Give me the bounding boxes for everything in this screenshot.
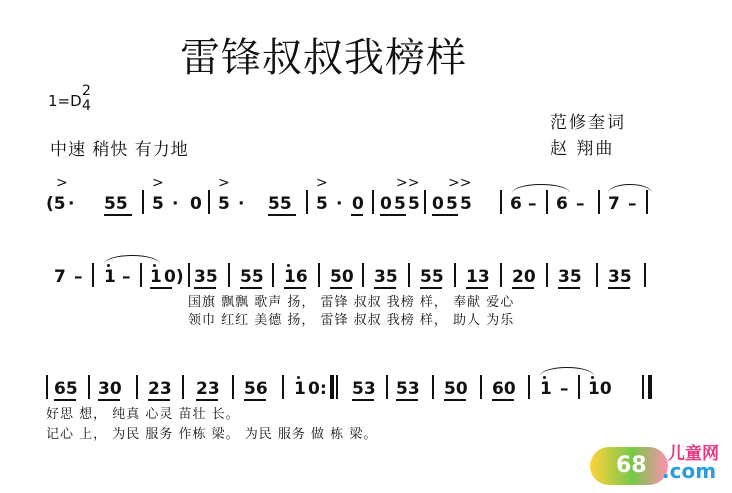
repeat-barline — [330, 375, 334, 399]
accent-mark: > — [56, 175, 68, 191]
tie — [104, 255, 160, 264]
barline — [454, 263, 456, 287]
underline — [104, 214, 132, 216]
underline — [396, 399, 418, 401]
note: 5 — [408, 194, 420, 214]
octave-dot — [297, 376, 300, 379]
note: 60 — [492, 379, 516, 399]
barline — [408, 263, 410, 287]
barline — [336, 375, 338, 399]
accent-mark: > — [152, 175, 164, 191]
barline — [232, 375, 234, 399]
note: 5 — [218, 194, 230, 214]
underline — [268, 214, 296, 216]
note: 35 — [374, 267, 398, 287]
dash: – — [528, 194, 537, 214]
accent-mark: > — [218, 175, 230, 191]
key-signature: 1=D — [48, 92, 82, 110]
barline — [596, 263, 598, 287]
barline — [578, 375, 580, 399]
note: 65 — [54, 379, 78, 399]
underline — [196, 399, 218, 401]
barline — [142, 190, 144, 214]
final-barline — [648, 375, 652, 399]
note: 5 — [460, 194, 472, 214]
barline — [528, 375, 530, 399]
barline — [282, 375, 284, 399]
lyrics-verse-2: 领巾 红红 美德 扬， 雷锋 叔叔 我榜 样， 助人 为乐 — [188, 313, 515, 328]
note: · — [238, 194, 245, 214]
note: 1 — [104, 267, 116, 287]
note: 0 — [432, 194, 444, 214]
barline — [182, 375, 184, 399]
dash: – — [576, 194, 585, 214]
underline — [444, 399, 466, 401]
octave-dot — [543, 376, 546, 379]
barline — [644, 263, 646, 287]
note: 10 — [588, 379, 612, 399]
note: 16 — [284, 267, 308, 287]
note: 55 — [104, 194, 128, 214]
note: 0 — [380, 194, 392, 214]
note: 35 — [608, 267, 632, 287]
note: 0 — [190, 194, 202, 214]
underline — [148, 399, 170, 401]
note: 50 — [330, 267, 354, 287]
barline — [362, 263, 364, 287]
lyrics-verse-1: 国旗 飘飘 歌声 扬， 雷锋 叔叔 我榜 样， 奉献 爱心 — [188, 295, 515, 310]
underline — [380, 214, 406, 216]
underline — [351, 214, 363, 216]
underline — [194, 287, 216, 289]
note: 0) — [164, 267, 184, 287]
barline — [432, 375, 434, 399]
underline — [420, 287, 442, 289]
note: · — [336, 194, 343, 214]
note: 6 — [510, 194, 522, 214]
note: 53 — [352, 379, 376, 399]
logo-domain-text: .com — [662, 459, 717, 483]
barline — [546, 190, 548, 214]
note: 56 — [244, 379, 268, 399]
accent-mark: >> — [396, 175, 420, 191]
note: 0 — [352, 194, 364, 214]
lyrics-verse-4: 记心 上， 为民 服务 作栋 梁。 为民 服务 做 栋 梁。 — [46, 427, 378, 442]
barline — [424, 190, 426, 214]
underline — [330, 287, 352, 289]
meter-bottom: 4 — [82, 98, 91, 114]
underline — [150, 287, 172, 289]
underline — [492, 399, 514, 401]
note: · — [68, 194, 75, 214]
repeat-dots: : — [320, 379, 327, 399]
meter-top: 2 — [82, 83, 91, 99]
underline — [54, 399, 76, 401]
underline — [244, 399, 266, 401]
song-title: 雷锋叔叔我榜样 — [180, 35, 467, 81]
note: 50 — [444, 379, 468, 399]
barline — [372, 190, 374, 214]
barline — [546, 263, 548, 287]
lyricist-credit: 范修奎词 — [550, 113, 626, 133]
note: 35 — [194, 267, 218, 287]
accent-mark: > — [316, 175, 328, 191]
barline — [136, 375, 138, 399]
note: 6 — [556, 194, 568, 214]
composer-credit: 赵 翔曲 — [550, 139, 615, 159]
site-logo[interactable] — [586, 437, 726, 489]
dash: – — [122, 267, 131, 287]
note: 23 — [148, 379, 172, 399]
barline — [642, 375, 644, 399]
note: 55 — [240, 267, 264, 287]
barline — [46, 375, 48, 399]
underline — [240, 287, 262, 289]
logo-badge: 68 — [616, 453, 647, 478]
underline — [558, 287, 580, 289]
tie — [512, 184, 570, 193]
note: 1 — [540, 379, 552, 399]
note: (5 — [46, 194, 66, 214]
dash: – — [628, 194, 637, 214]
underline — [512, 287, 534, 289]
dash: – — [560, 379, 569, 399]
note: · — [172, 194, 179, 214]
underline — [608, 287, 630, 289]
accent-mark: >> — [448, 175, 472, 191]
lyrics-verse-3: 好思 想， 纯真 心灵 苗壮 长。 — [46, 407, 240, 422]
underline — [374, 287, 396, 289]
underline — [432, 214, 458, 216]
note: 7 — [54, 267, 66, 287]
time-signature — [82, 84, 91, 114]
note: 5 — [316, 194, 328, 214]
barline — [208, 190, 210, 214]
note: 0 — [308, 379, 320, 399]
octave-dot — [287, 264, 290, 267]
barline — [306, 190, 308, 214]
note: 30 — [98, 379, 122, 399]
underline — [284, 287, 306, 289]
barline — [140, 263, 142, 287]
note: 55 — [420, 267, 444, 287]
logo-chinese-text: 儿童网 — [668, 444, 719, 464]
barline — [500, 263, 502, 287]
underline — [466, 287, 488, 289]
staff-line-1 — [46, 175, 666, 224]
barline — [88, 375, 90, 399]
note: 23 — [196, 379, 220, 399]
barline — [228, 263, 230, 287]
underline — [352, 399, 374, 401]
note: 35 — [558, 267, 582, 287]
note: 53 — [396, 379, 420, 399]
dash: – — [74, 267, 83, 287]
underline — [98, 399, 120, 401]
barline — [598, 190, 600, 214]
octave-dot — [107, 264, 110, 267]
note: 5 — [394, 194, 406, 214]
note: 5 — [152, 194, 164, 214]
note: 55 — [268, 194, 292, 214]
note: 7 — [608, 194, 620, 214]
barline — [92, 263, 94, 287]
note: 1 — [150, 267, 162, 287]
note: 1 — [294, 379, 306, 399]
barline — [480, 375, 482, 399]
barline — [500, 190, 502, 214]
note: 13 — [466, 267, 490, 287]
octave-dot — [153, 264, 156, 267]
note: 5 — [446, 194, 458, 214]
barline — [646, 190, 648, 214]
note: 20 — [512, 267, 536, 287]
tempo-marking: 中速 稍快 有力地 — [50, 140, 189, 160]
barline — [318, 263, 320, 287]
barline — [188, 263, 190, 287]
barline — [272, 263, 274, 287]
tie — [540, 367, 594, 376]
barline — [386, 375, 388, 399]
octave-dot — [591, 376, 594, 379]
